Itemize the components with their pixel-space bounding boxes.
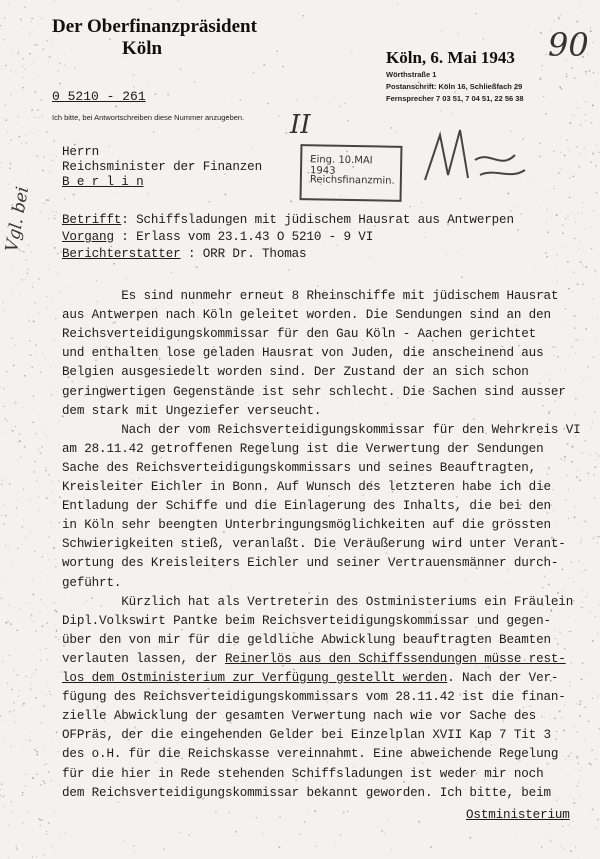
vorgang-label: Vorgang: [62, 230, 114, 244]
stamp-line-1: Eing. 10.MAI 1943: [309, 154, 373, 177]
body-line: des o.H. für die Reichskasse vereinnahmt. Eine abweichende Regelung: [62, 747, 559, 762]
body-line: Dipl.Volkswirt Pantke beim Reichsverteidigungskommissar und gegen-: [62, 613, 551, 628]
stamp-line-2: Reichsfinanzmin.: [309, 174, 395, 187]
receipt-stamp: [300, 144, 403, 202]
body-line: über den von mir für die geldliche Abwicklung beauftragten Beamten: [62, 632, 551, 647]
berichterstatter-label: Berichterstatter: [62, 247, 181, 261]
body-line: zielle Abwicklung der gesamten Verwertung nach wie vor Sache des: [62, 709, 537, 724]
handwritten-margin-note: Vgl. bei: [2, 185, 34, 254]
body-line: dem stark mit Ungeziefer verseucht.: [62, 403, 322, 418]
betrifft-text: : Schiffsladungen mit jüdischem Hausrat aus Antwerpen: [121, 213, 514, 227]
letterhead-org-line1: Der Oberfinanzpräsident: [52, 16, 257, 37]
reference-number: 0 5210 - 261: [52, 89, 146, 104]
vorgang-line: [62, 230, 373, 244]
body-line: OFPräs, der die eingehenden Gelder bei Einzelplan XVII Kap 7 Tit 3: [62, 728, 551, 743]
place-date: Köln, 6. Mai 1943: [386, 48, 515, 67]
berichterstatter-line: [62, 247, 306, 261]
address-line-3: Fernsprecher 7 03 51, 7 04 51, 22 56 38: [386, 94, 524, 103]
handwritten-page-number: 90: [548, 26, 589, 64]
body-line: verlauten lassen, der Reinerlös aus den Schiffssendungen müsse rest-: [62, 651, 566, 666]
body-line: in Köln sehr beengten Unterbringungsmöglichkeiten auf die grössten: [62, 518, 551, 533]
body-line: los dem Ostministerium zur Verfügung gestellt werden. Nach der Ver-: [62, 671, 559, 685]
body-line: Sache des Reichsverteidigungskommissars und seines Beauftragten,: [62, 460, 537, 475]
address-line-1: Wörthstraße 1: [386, 70, 437, 79]
body-line: für die hier in Rede stehenden Schiffsladungen ist weder mir noch: [62, 766, 544, 781]
body-line: Schwierigkeiten stieß, veranlaßt. Die Veräußerung wird unter Verant-: [62, 537, 566, 552]
letterhead-org-line2: Köln: [122, 38, 163, 59]
body-line: Es sind nunmehr erneut 8 Rheinschiffe mit jüdischem Hausrat: [62, 289, 559, 303]
body-line: Belgien ausgesiedelt worden sind. Der Zustand der an sich schon: [62, 365, 529, 380]
betrifft-label: Betrifft: [62, 213, 122, 227]
recipient-salutation: Herrn: [62, 145, 100, 159]
body-line: Nach der vom Reichsverteidigungskommissar für den Wehrkreis VI: [62, 422, 581, 437]
recipient-title: Reichsminister der Finanzen: [62, 160, 263, 174]
body-line: aus Antwerpen nach Köln geleitet worden. Die Sendungen sind an den: [62, 308, 551, 323]
body-last-line: Ostministerium: [466, 808, 570, 822]
subject-line: [62, 213, 514, 227]
berichterstatter-text: : ORR Dr. Thomas: [180, 247, 307, 261]
body-line: fügung des Reichsverteidigungskommissars vom 28.11.42 ist die finan-: [62, 690, 566, 705]
address-line-2: Postanschrift: Köln 16, Schließfach 29: [386, 82, 523, 91]
body-line: wortung des Kreisleiters Eichler und seiner Vertrauensmänner durch-: [62, 556, 559, 571]
body-line: Reichsverteidigungskommissar für den Gau Köln - Aachen gerichtet: [62, 327, 537, 342]
recipient-city: B e r l i n: [62, 175, 144, 189]
handwritten-roman-mark: II: [290, 110, 311, 140]
body-line: Entladung der Schiffe und die Einlagerung des Inhalts, die bei den: [62, 499, 551, 514]
body-line: und enthalten lose geladen Hausrat von Juden, die anscheinend aus: [62, 346, 544, 361]
body-line: Kürzlich hat als Vertreterin des Ostministeriums ein Fräulein: [62, 594, 574, 609]
reference-note: Ich bitte, bei Antwortschreiben diese Nummer anzugeben.: [52, 113, 245, 122]
body-line: am 28.11.42 getroffenen Regelung ist die Verwertung der Sendungen: [62, 441, 544, 456]
body-line: geringwertigen Gegenstände ist sehr schlecht. Die Sachen sind ausser: [62, 384, 566, 399]
handwritten-signature: [420, 120, 530, 190]
body-line: dem Reichsverteidigungskommissar bekannt geworden. Ich bitte, beim: [62, 785, 551, 800]
body-line: Kreisleiter Eichler in Bonn. Auf Wunsch des letzteren habe ich die: [62, 480, 551, 494]
vorgang-text: : Erlass vom 23.1.43 O 5210 - 9 VI: [113, 230, 374, 244]
body-line: geführt.: [62, 575, 122, 590]
